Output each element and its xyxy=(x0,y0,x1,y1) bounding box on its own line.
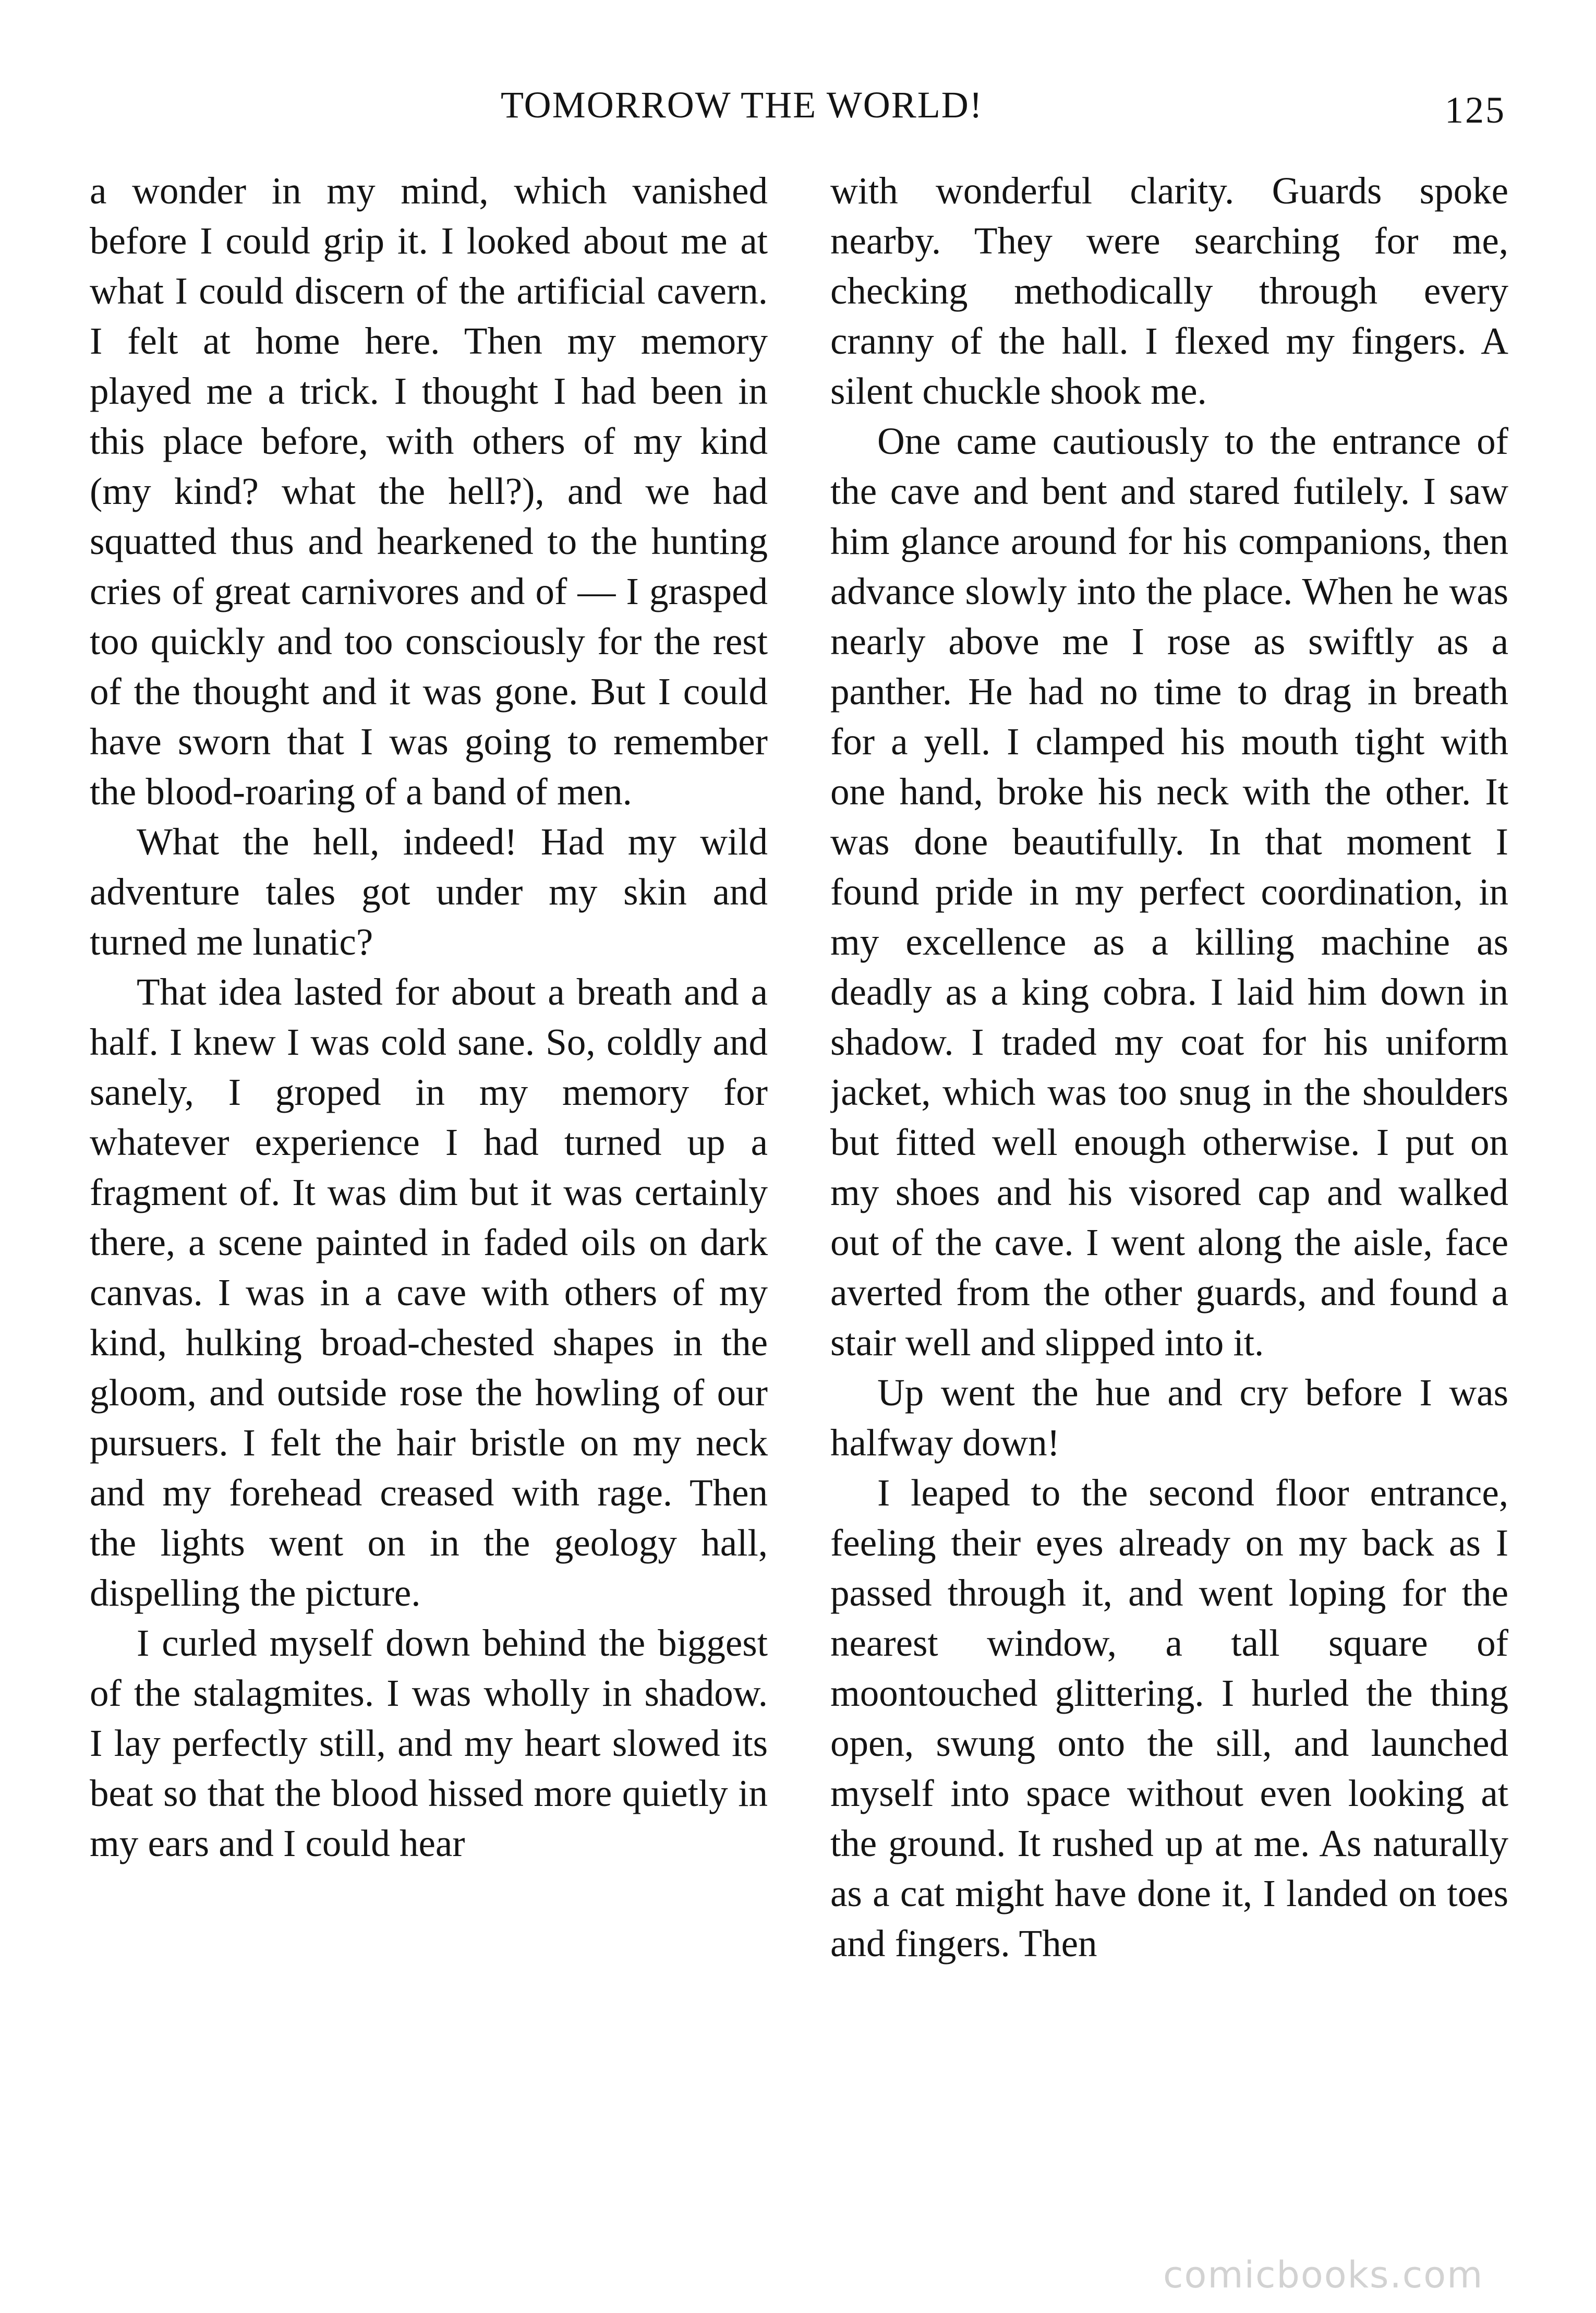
running-head xyxy=(0,83,1596,141)
left-column xyxy=(90,166,768,2237)
paragraph: One came cautiously to the entrance of the cave and bent and stared futilely. I saw him glance around for his companions, then advance slowly into the place. When he was nearly above me I rose as swiftly as a panther. He had no time to drag in breath for a yell. I clamped his mouth tight with one hand, broke his neck with the other. It was done beautifully. In that moment I found pride in my perfect coordination, in my excellence as a killing machine as deadly as a king cobra. I laid him down in shadow. I traded my coat for his uniform jacket, which was too snug in the shoulders but fitted well enough otherwise. I put on my shoes and his visored cap and walked out of the cave. I went along the aisle, face averted from the other guards, and found a stair well and slipped into it. xyxy=(830,420,1508,1364)
paragraph: with wonderful clarity. Guards spoke nearby. They were searching for me, checking methodically through every cranny of the hall. I flexed my fingers. A silent chuckle shook me. xyxy=(830,170,1508,412)
paragraph: I curled myself down behind the biggest of the stalagmites. I was wholly in shadow. I lay perfectly still, and my heart slowed its beat so that the blood hissed more quietly in my ears and I could hear xyxy=(90,1622,768,1864)
paragraph: Up went the hue and cry before I was halfway down! xyxy=(830,1371,1508,1464)
watermark: comicbooks.com xyxy=(1163,2254,1484,2296)
running-title: TOMORROW THE WORLD! xyxy=(501,84,983,126)
right-column xyxy=(830,166,1508,2237)
paragraph: What the hell, indeed! Had my wild adventure tales got under my skin and turned me lunatic? xyxy=(90,821,768,963)
page-number: 125 xyxy=(1445,89,1506,131)
paragraph: a wonder in my mind, which vanished before I could grip it. I looked about me at what I could discern of the artificial cavern. I felt at home here. Then my memory played me a trick. I thought I had been in this place before, with others of my kind (my kind? what the hell?), and we had squatted thus and hearkened to the hunting cries of great carnivores and of — I grasped too quickly and too consciously for the rest of the thought and it was gone. But I could have sworn that I was going to remember the blood-roaring of a band of men. xyxy=(90,170,768,813)
paragraph: I leaped to the second floor entrance, feeling their eyes already on my back as I passed through it, and went loping for the nearest window, a tall square of moontouched glittering. I hurled the thing open, swung onto the sill, and launched myself into space without even looking at the ground. It rushed up at me. As naturally as a cat might have done it, I landed on toes and fingers. Then xyxy=(830,1472,1508,1965)
paragraph: That idea lasted for about a breath and a half. I knew I was cold sane. So, coldly and sanely, I groped in my memory for whatever experience I had turned up a fragment of. It was dim but it was certainly there, a scene painted in faded oils on dark canvas. I was in a cave with others of my kind, hulking broad-chested shapes in the gloom, and outside rose the howling of our pursuers. I felt the hair bristle on my neck and my forehead creased with rage. Then the lights went on in the geology hall, dispelling the picture. xyxy=(90,971,768,1614)
